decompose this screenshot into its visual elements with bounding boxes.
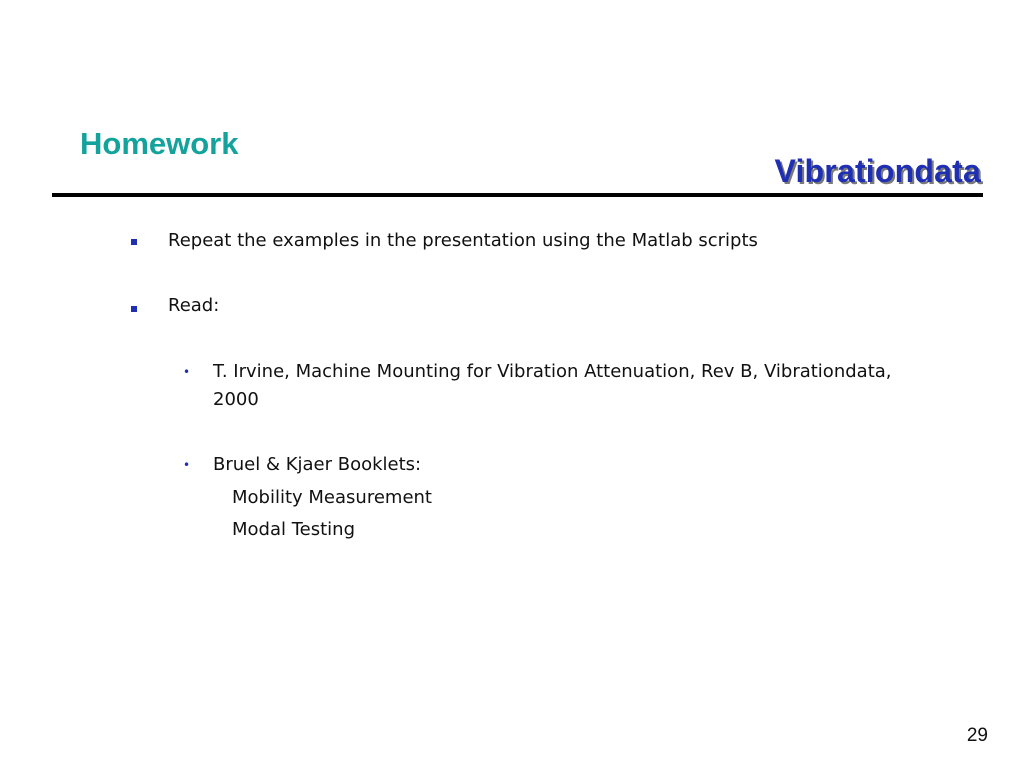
sub-bullet-text-bruel-kjaer: Bruel & Kjaer Booklets: (213, 454, 422, 475)
dot-bullet-icon: • (183, 365, 191, 379)
booklet-item-mobility: Mobility Measurement (232, 487, 432, 508)
square-bullet-icon (131, 239, 137, 245)
sub-bullet-text-irvine-line2: 2000 (213, 389, 259, 410)
dot-bullet-icon: • (183, 458, 191, 472)
slide-title: Homework (80, 126, 239, 161)
sub-bullet-text-irvine-line1: T. Irvine, Machine Mounting for Vibration Attenuation, Rev B, Vibrationdata, (213, 361, 892, 382)
bullet-text-repeat: Repeat the examples in the presentation using the Matlab scripts (168, 230, 758, 251)
square-bullet-icon (131, 306, 137, 312)
vibrationdata-logo: Vibrationdata (774, 153, 981, 189)
bullet-text-read: Read: (168, 295, 220, 316)
page-number: 29 (966, 725, 988, 746)
booklet-item-modal-testing: Modal Testing (232, 519, 356, 540)
